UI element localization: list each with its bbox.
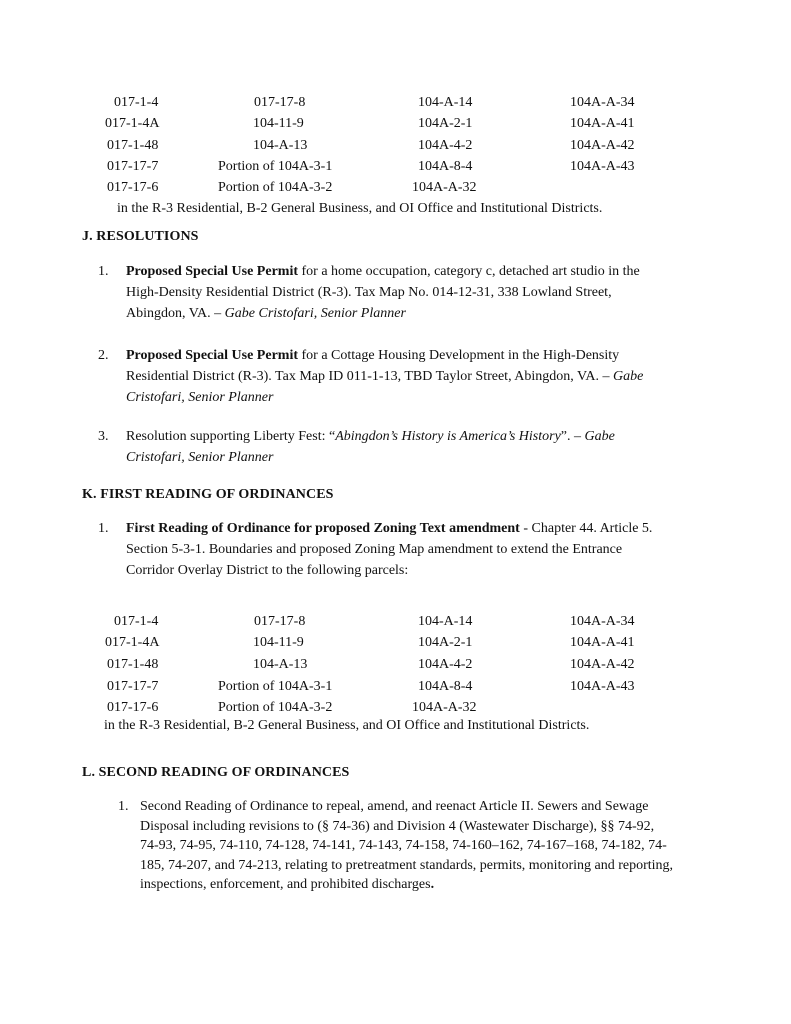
parcel-cell: 017-17-6: [107, 180, 159, 195]
parcel-cell: 104A-A-43: [570, 159, 635, 174]
item-author: Gabe: [584, 429, 615, 444]
parcel-cell: 104-A-14: [418, 95, 473, 110]
section-heading-first-reading: K. FIRST READING OF ORDINANCES: [82, 487, 334, 502]
item-number: 1.: [98, 264, 109, 279]
table-row: [0, 137, 791, 154]
parcel-cell: Portion of 104A-3-1: [218, 679, 333, 694]
parcel-cell: 104A-8-4: [418, 159, 473, 174]
parcel-cell: 017-1-4: [114, 614, 159, 629]
parcel-cell: 104A-8-4: [418, 679, 473, 694]
item-text: Resolution supporting Liberty Fest: “: [126, 429, 336, 444]
table-row: [0, 656, 791, 673]
parcel-cell: 104-A-13: [253, 657, 308, 672]
item-author: Gabe Cristofari, Senior Planner: [224, 306, 406, 321]
item-author: Cristofari, Senior Planner: [126, 390, 274, 405]
item-text: 185, 74-207, and 74-213, relating to pretreatment standards, permits, monitoring and reporting,: [140, 857, 674, 873]
item-text: for a home occupation, category c, detached art studio in the: [298, 264, 640, 279]
item-title: First Reading of Ordinance for proposed Zoning Text amendment: [126, 521, 520, 536]
parcel-cell: 104A-4-2: [418, 138, 473, 153]
parcel-cell: Portion of 104A-3-2: [218, 180, 333, 195]
section-heading-resolutions: J. RESOLUTIONS: [82, 229, 199, 244]
section-heading-second-reading: L. SECOND READING OF ORDINANCES: [82, 765, 350, 780]
parcel-cell: 104A-A-34: [570, 614, 635, 629]
table-row: [0, 179, 791, 196]
item-text: Second Reading of Ordinance to repeal, amend, and reenact Article II. Sewers and Sewage: [140, 799, 649, 814]
item-text: Disposal including revisions to (§ 74-36) and Division 4 (Wastewater Discharge), §§ 74-92,: [140, 818, 655, 834]
parcel-cell: 104A-A-32: [412, 180, 477, 195]
table-row: [0, 115, 791, 132]
parcel-cell: 017-1-4: [114, 95, 159, 110]
parcel-cell: 017-17-8: [254, 614, 306, 629]
parcel-cell: 104A-A-41: [570, 635, 635, 650]
table-row: [0, 678, 791, 695]
item-text: Corridor Overlay District to the following parcels:: [126, 563, 409, 578]
districts-note: in the R-3 Residential, B-2 General Business, and OI Office and Institutional Districts.: [117, 201, 603, 216]
item-number: 1.: [118, 799, 129, 814]
parcel-cell: 104A-A-34: [570, 95, 635, 110]
item-text: 74-93, 74-95, 74-110, 74-128, 74-141, 74-143, 74-158, 74-160–162, 74-167–168, 74-182, 74-: [140, 838, 667, 853]
parcel-cell: 017-17-7: [107, 679, 159, 694]
item-title: Proposed Special Use Permit: [126, 264, 298, 279]
item-text: High-Density Residential District (R-3). Tax Map No. 014-12-31, 338 Lowland Street,: [126, 285, 612, 300]
parcel-cell: 104A-2-1: [418, 116, 473, 131]
item-number: 1.: [98, 521, 109, 536]
parcel-cell: 017-1-4A: [105, 635, 160, 650]
districts-note: in the R-3 Residential, B-2 General Business, and OI Office and Institutional Districts.: [104, 718, 590, 733]
parcel-cell: 104A-2-1: [418, 635, 473, 650]
parcel-cell: 104A-A-42: [570, 138, 635, 153]
parcel-cell: 104A-A-41: [570, 116, 635, 131]
parcel-cell: Portion of 104A-3-1: [218, 159, 333, 174]
item-text: inspections, enforcement, and prohibited discharges: [140, 877, 431, 892]
item-text: - Chapter 44. Article 5.: [519, 521, 653, 536]
parcel-cell: 017-1-48: [107, 657, 159, 672]
parcel-cell: 017-17-6: [107, 700, 159, 715]
item-text: Section 5-3-1. Boundaries and proposed Zoning Map amendment to extend the Entrance: [126, 542, 623, 557]
parcel-cell: 017-17-8: [254, 95, 306, 110]
item-title: Proposed Special Use Permit: [126, 348, 298, 363]
parcel-cell: 017-17-7: [107, 159, 159, 174]
item-number: 2.: [98, 348, 109, 363]
item-text: ”. –: [560, 429, 585, 444]
item-text: for a Cottage Housing Development in the High-Density: [298, 348, 620, 363]
table-row: [0, 613, 791, 630]
parcel-cell: 104-11-9: [253, 635, 304, 650]
table-row: [0, 158, 791, 175]
table-row: [0, 94, 791, 111]
item-quote: Abingdon’s History is America’s History: [335, 429, 561, 444]
parcel-cell: 104A-A-32: [412, 700, 477, 715]
parcel-cell: 017-1-4A: [105, 116, 160, 131]
item-number: 3.: [98, 429, 109, 444]
table-row: [0, 699, 791, 716]
parcel-cell: 104A-4-2: [418, 657, 473, 672]
parcel-cell: 104A-A-42: [570, 657, 635, 672]
item-text: Residential District (R-3). Tax Map ID 011-1-13, TBD Taylor Street, Abingdon, VA. –: [126, 369, 613, 384]
parcel-cell: 104-A-13: [253, 138, 308, 153]
parcel-cell: 104-A-14: [418, 614, 473, 629]
item-text: Abingdon, VA. –: [126, 306, 225, 321]
parcel-cell: Portion of 104A-3-2: [218, 700, 333, 715]
parcel-cell: 017-1-48: [107, 138, 159, 153]
parcel-cell: 104A-A-43: [570, 679, 635, 694]
parcel-cell: 104-11-9: [253, 116, 304, 131]
table-row: [0, 634, 791, 651]
item-author: Gabe: [612, 369, 644, 384]
item-final-period: .: [430, 877, 435, 892]
item-author: Cristofari, Senior Planner: [126, 450, 274, 465]
